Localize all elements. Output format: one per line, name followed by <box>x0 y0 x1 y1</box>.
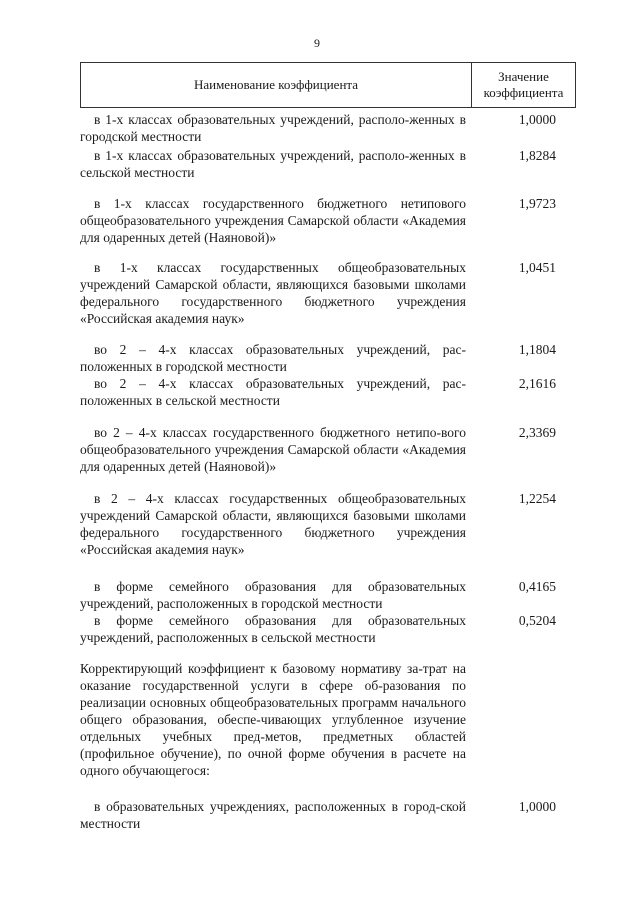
row-value: 1,0000 <box>518 799 556 814</box>
column-header-name: Наименование коэффициента <box>193 77 359 92</box>
row-value: 1,9723 <box>518 196 556 211</box>
row-value: 0,5204 <box>518 613 556 628</box>
row-value: 1,0451 <box>518 260 556 275</box>
row-value: 1,1804 <box>518 342 556 357</box>
row-description: во 2 – 4-х классах государственного бюджетного нетипо-вого общеобразовательного учреждения Самарской области «Академия для одаренных детей (Наяновой)» <box>80 425 466 474</box>
row-description: в 2 – 4-х классах государственных общеобразовательных учреждений Самарской области, являющихся базовыми школами федерального государственного бюджетного учреждения «Российская академия наук» <box>80 491 466 557</box>
row-value: 0,4165 <box>518 579 556 594</box>
row-description: в 1-х классах государственного бюджетного нетипового общеобразовательного учреждения Самарской области «Академия для одаренных детей (Наяновой)» <box>80 196 466 245</box>
row-description: в 1-х классах государственных общеобразовательных учреждений Самарской области, являющихся базовыми школами федерального государственного бюджетного учреждения «Российская академия наук» <box>80 260 466 326</box>
row-value: 2,1616 <box>518 376 556 391</box>
column-header-value <box>472 63 575 107</box>
row-description: в 1-х классах образовательных учреждений, располо-женных в сельской местности <box>80 148 466 180</box>
row-value: 1,0000 <box>518 112 556 127</box>
page-number: 9 <box>314 36 320 50</box>
section-paragraph: Корректирующий коэффициент к базовому нормативу за-трат на оказание государственной услуги в сфере об-разования по реализации основных общеобразовательных программ начального общего образования, обеспе-чивающих углубленное изучение отдельных учебных пред-метов, предметных областей (профильное обучение), по очной форме обучения в расчете на одного обучающегося: <box>80 661 466 778</box>
row-value: 2,3369 <box>518 425 556 440</box>
row-description: в форме семейного образования для образовательных учреждений, расположенных в городской местности <box>80 579 466 611</box>
column-header-value-line1: Значение <box>498 69 549 84</box>
row-description: в 1-х классах образовательных учреждений, располо-женных в городской местности <box>80 112 466 144</box>
table-header <box>80 62 576 108</box>
row-description: во 2 – 4-х классах образовательных учреждений, рас-положенных в городской местности <box>80 342 466 374</box>
row-description: в образовательных учреждениях, расположенных в город-ской местности <box>80 799 466 831</box>
row-value: 1,8284 <box>518 148 556 163</box>
column-header-value-line2: коэффициента <box>483 85 564 100</box>
row-description: во 2 – 4-х классах образовательных учреждений, рас-положенных в сельской местности <box>80 376 466 408</box>
row-description: в форме семейного образования для образовательных учреждений, расположенных в сельской местности <box>80 613 466 645</box>
row-value: 1,2254 <box>518 491 556 506</box>
